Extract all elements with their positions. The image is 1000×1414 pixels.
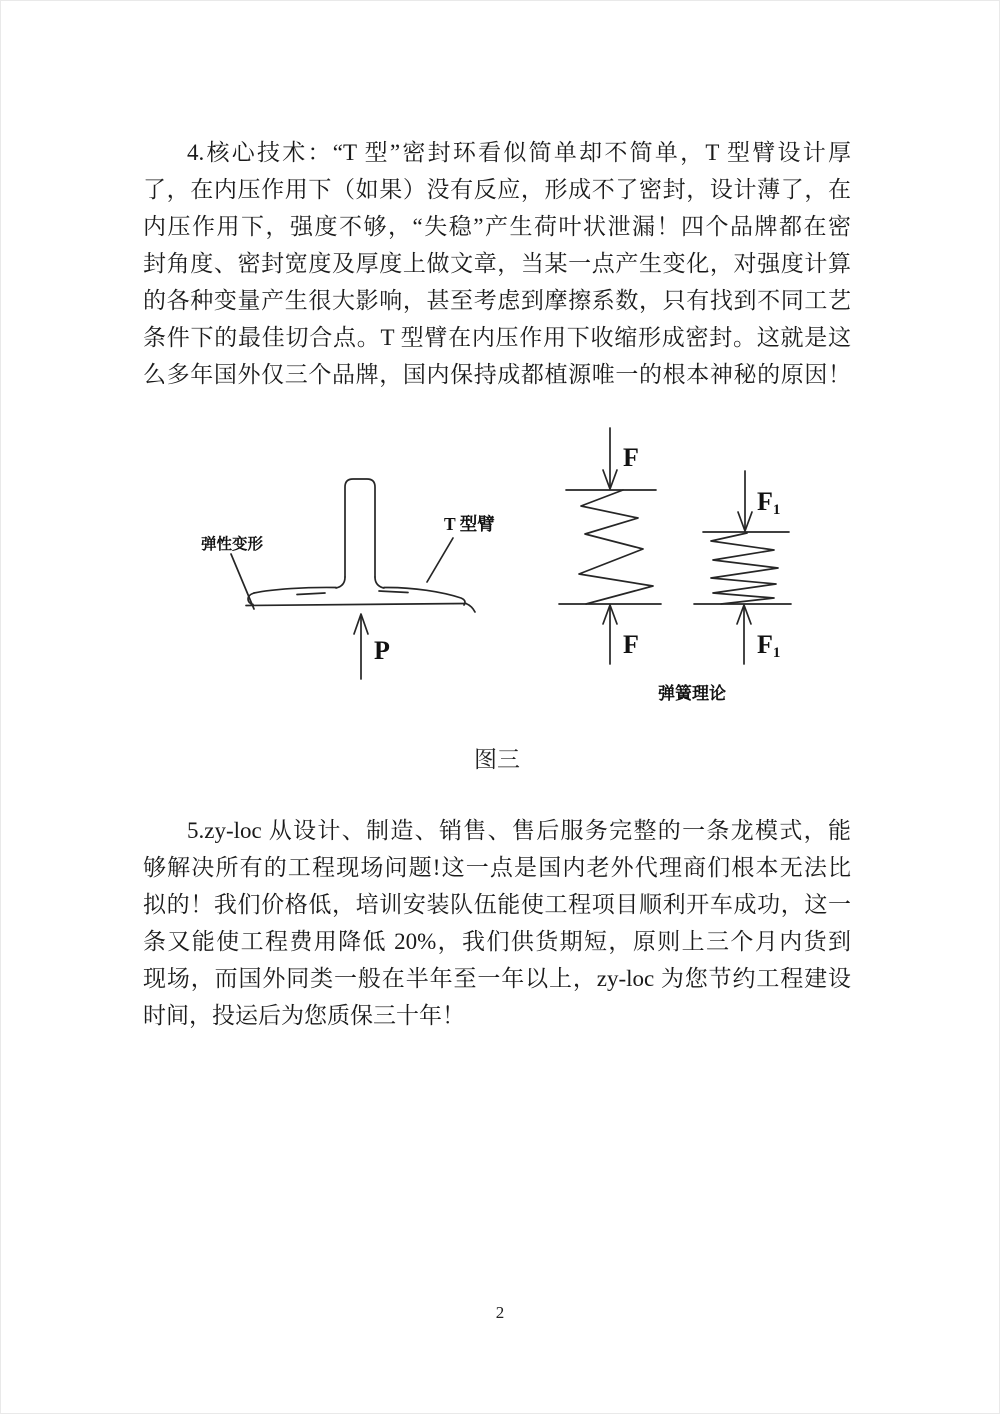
text-line: 条件下的最佳切合点。T 型臂在内压作用下收缩形成密封。这就是这 [143,325,851,350]
text-line: 么多年国外仅三个品牌，国内保持成都植源唯一的根本神秘的原因！ [143,362,851,387]
force-f1-base: F [757,487,773,516]
text-line: 内压作用下，强度不够，“失稳”产生荷叶状泄漏！四个品牌都在密 [143,214,851,239]
spring-theory-label: 弹簧理论 [658,684,726,703]
t-seal-inner-dash-right [379,591,408,593]
t-seal-stem-flare-left [336,577,345,588]
text-line: 条又能使工程费用降低 20%，我们供货期短，原则上三个月内货到 [143,929,851,954]
text-line: 封角度、密封宽度及厚度上做文章，当某一点产生变化，对强度计算 [143,251,851,276]
force-f1-bottom-label [757,630,780,661]
text-line: 现场，而国外同类一般在半年至一年以上，zy-loc 为您节约工程建设 [143,966,851,991]
force-f1-subscript: 1 [772,645,781,661]
force-f1-subscript: 1 [772,502,781,518]
t-seal-stem-flare-right [375,577,384,588]
text-line: 了，在内压作用下（如果）没有反应，形成不了密封，设计薄了，在 [143,177,851,202]
force-f-top-label: F [623,443,639,472]
text-line: 拟的！我们价格低，培训安装队伍能使工程项目顺利开车成功，这一 [143,892,851,917]
page-number: 2 [495,1303,505,1322]
figure-3-svg [161,416,861,716]
t-seal-stem-outline [345,479,375,577]
t-seal-arm-top-left [254,587,336,593]
t-arm-leader-line [427,538,453,582]
figure-3-caption: 图三 [474,747,520,772]
text-line: 够解决所有的工程现场问题!这一点是国内老外代理商们根本无法比 [143,855,851,880]
text-line: 时间，投运后为您质保三十年！ [143,1003,465,1028]
t-seal-cross-section [201,479,495,679]
force-f1-base: F [757,630,773,659]
t-arm-label: T 型臂 [444,514,495,534]
text-line: 4.核心技术：“T 型”密封环看似简单却不简单，T 型臂设计厚 [187,140,851,165]
t-seal-bottom-line [246,604,466,606]
paragraph-5 [143,812,851,1034]
force-f-bottom-label: F [623,630,639,659]
text-line: 5.zy-loc 从设计、制造、销售、售后服务完整的一条龙模式，能 [187,818,851,843]
t-seal-arm-top-right [384,587,465,605]
spring-f1-coil [711,533,778,604]
spring-compressed-diagram [658,471,791,703]
t-seal-bottom-line-tail [466,604,475,613]
spring-free-diagram [559,428,661,664]
spring-f-coil [579,490,653,604]
paragraph-4 [143,134,851,393]
pressure-label: P [374,636,390,665]
elastic-deformation-leader-line [231,554,254,609]
force-f1-top-label [757,487,780,518]
text-line: 的各种变量产生很大影响，甚至考虑到摩擦系数，只有找到不同工艺 [143,288,851,313]
figure-3-diagram [161,416,861,716]
elastic-deformation-label: 弹性变形 [201,536,264,553]
t-seal-inner-dash-left [297,593,325,595]
